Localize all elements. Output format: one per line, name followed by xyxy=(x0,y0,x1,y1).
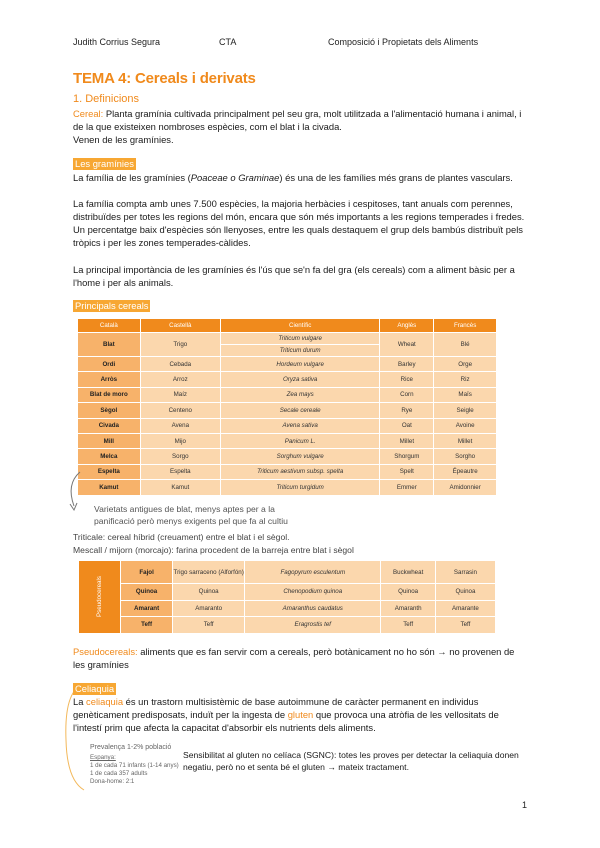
graminies-p1 xyxy=(73,171,525,184)
mescall-note: Mescall / mijorn (morcajo): farina procedent de la barreja entre blat i sègol xyxy=(73,545,354,555)
cell-angles: Corn xyxy=(380,387,434,402)
table-row xyxy=(79,600,496,617)
cell-frances: Avoine xyxy=(434,418,497,433)
cell-catala: Arròs xyxy=(78,372,141,387)
table-row xyxy=(78,372,497,387)
table-row xyxy=(78,433,497,448)
cell-cientific: Triticum vulgare xyxy=(220,333,379,345)
graminies-p1-a: La família de les gramínies ( xyxy=(73,172,191,183)
celiaquia-p-a: La xyxy=(73,696,87,707)
cell-castella: Teff xyxy=(173,617,245,634)
cell-frances: Orge xyxy=(434,357,497,372)
celiaquia-heading: Celiaquia xyxy=(75,683,115,694)
cell-castella: Maíz xyxy=(140,387,220,402)
cell-catala: Fajol xyxy=(120,561,172,584)
cell-castella: Cebada xyxy=(140,357,220,372)
table-row xyxy=(78,464,497,479)
cell-frances: Blé xyxy=(434,333,497,357)
graminies-p2: La família compta amb unes 7.500 espècies, la majoria herbàcies i cespitoses, tant anuals com perennes, distribuïdes per totes les regions del món, encara que són més importants a les regions temperades i fredes. Un percentatge baix d'espècies són llenyoses, entre les quals destaquem el grup dels bambús distribuït pels tròpics i per les zones temperades-càlides. xyxy=(73,198,525,248)
cell-castella: Trigo xyxy=(140,333,220,357)
cell-castella: Espelta xyxy=(140,464,220,479)
cell-angles: Wheat xyxy=(380,333,434,357)
principals-heading: Principals cereals xyxy=(75,300,149,311)
graminies-p1-b: ) és una de les famílies més grans de plantes vasculars. xyxy=(279,172,513,183)
cell-cientific: Hordeum vulgare xyxy=(220,357,379,372)
cell-catala: Blat xyxy=(78,333,141,357)
cell-castella: Avena xyxy=(140,418,220,433)
cell-frances: Épeautre xyxy=(434,464,497,479)
cell-angles: Buckwheat xyxy=(381,561,435,584)
cell-frances: Maïs xyxy=(434,387,497,402)
cell-cientific: Zea mays xyxy=(220,387,379,402)
table-row xyxy=(78,333,497,345)
cell-castella: Mijo xyxy=(140,433,220,448)
cell-frances: Sorgho xyxy=(434,449,497,464)
pseudocereals-text: aliments que es fan servir com a cereals, però botànicament no ho són → no provenen de les gramínies xyxy=(73,646,515,670)
side-label-text: Pseudocereals xyxy=(95,576,103,618)
cell-frances: Riz xyxy=(434,372,497,387)
cell-angles: Barley xyxy=(380,357,434,372)
cell-catala: Sègol xyxy=(78,403,141,418)
celiaquia-term: celiaquia xyxy=(86,696,124,707)
celiaquia-p-b: és un trastorn multisistèmic de base autoimmune de caràcter permanent en individus genèticament predisposats, induït per la ingesta de xyxy=(73,696,479,720)
column-header: Francès xyxy=(434,319,497,333)
prevalence-line4: 1 de cada 357 adults xyxy=(90,770,148,777)
cell-cientific: Triticum turgidum xyxy=(220,480,379,495)
varietats-note-line2: panificació però menys exigents pel que fa al cultiu xyxy=(94,516,288,526)
column-header: Científic xyxy=(220,319,379,333)
cell-castella: Centeno xyxy=(140,403,220,418)
cell-cientific: Triticum durum xyxy=(220,345,379,357)
section-definicions: 1. Definicions xyxy=(73,93,140,105)
column-header: Català xyxy=(78,319,141,333)
sgnc-note: Sensibilitat al gluten no celíaca (SGNC): totes les proves per detectar la celiaquia donen negatiu, però no et senta bé el gluten → mateix tractament. xyxy=(183,750,519,772)
cereal-text: Planta gramínia cultivada principalment pel seu gra, molt utilitzada a l'alimentació humana i animal, i de la que existeixen nombroses espècies, com el blat i la civada. xyxy=(73,108,522,132)
prevalence-line1: Prevalença 1-2% població xyxy=(90,744,172,751)
table-row xyxy=(79,584,496,601)
cell-castella: Trigo sarraceno (Alforfón) xyxy=(173,561,245,584)
cereal-term: Cereal: xyxy=(73,108,104,119)
cell-cientific: Secale cereale xyxy=(220,403,379,418)
cell-cientific: Chenopodium quinoa xyxy=(245,584,381,601)
cell-castella: Kamut xyxy=(140,480,220,495)
cell-castella: Sorgo xyxy=(140,449,220,464)
cell-castella: Arroz xyxy=(140,372,220,387)
cereal-line2: Venen de les gramínies. xyxy=(73,134,174,145)
cell-castella: Quinoa xyxy=(173,584,245,601)
cell-angles: Amaranth xyxy=(381,600,435,617)
cell-catala: Civada xyxy=(78,418,141,433)
gluten-term: gluten xyxy=(287,709,314,720)
graminies-latin: Poaceae o Graminae xyxy=(190,172,280,183)
varietats-note-line1: Varietats antigues de blat, menys aptes per a la xyxy=(94,504,275,514)
cell-angles: Shorgum xyxy=(380,449,434,464)
column-header: Castellà xyxy=(140,319,220,333)
cell-catala: Ordi xyxy=(78,357,141,372)
cell-cientific: Eragrostis tef xyxy=(245,617,381,634)
cell-catala: Amarant xyxy=(120,600,172,617)
cell-cientific: Sorghum vulgare xyxy=(220,449,379,464)
pseudocereals-table xyxy=(78,560,496,634)
celiaquia-p-c: que provoca una atròfia de les vellositats de l'intestí prim que afecta la capacitat d'absorbir els nutrients dels aliments. xyxy=(73,709,499,733)
table-row xyxy=(78,480,497,495)
cell-frances: Millet xyxy=(434,433,497,448)
triticale-note: Triticale: cereal híbrid (creuament) entre el blat i el sègol. xyxy=(73,532,290,542)
cereals-table xyxy=(77,318,497,496)
table-row xyxy=(79,561,496,584)
graminies-heading: Les gramínies xyxy=(75,158,134,169)
table-row xyxy=(79,617,496,634)
page-number: 1 xyxy=(522,800,528,810)
table-row xyxy=(78,418,497,433)
pseudocereals-side-label xyxy=(79,561,121,634)
cell-angles: Emmer xyxy=(380,480,434,495)
table-row xyxy=(78,403,497,418)
cell-angles: Quinoa xyxy=(381,584,435,601)
cell-cientific: Panicum L. xyxy=(220,433,379,448)
cell-catala: Kamut xyxy=(78,480,141,495)
pseudocereals-definition xyxy=(73,645,525,671)
cell-angles: Spelt xyxy=(380,464,434,479)
bracket-arrow-icon xyxy=(62,470,92,520)
cell-frances: Seigle xyxy=(434,403,497,418)
cell-cientific: Avena sativa xyxy=(220,418,379,433)
cell-frances: Teff xyxy=(435,617,495,634)
prevalence-line3: 1 de cada 71 infants (1-14 anys) xyxy=(90,762,179,769)
graminies-p3: La principal importància de les gramínies és l'ús que se'n fa del gra (els cereals) com a aliment bàsic per a l'home i per als animals. xyxy=(73,264,515,288)
header-topic: Composició i Propietats dels Aliments xyxy=(328,37,479,47)
cell-catala: Mill xyxy=(78,433,141,448)
header-subject: CTA xyxy=(219,37,237,47)
table-header-row xyxy=(78,319,497,333)
celiaquia-definition xyxy=(73,695,528,734)
cell-castella: Amaranto xyxy=(173,600,245,617)
pseudocereals-term: Pseudocereals: xyxy=(73,646,138,657)
cell-cientific: Oryza sativa xyxy=(220,372,379,387)
table-row xyxy=(78,387,497,402)
cell-frances: Sarrasin xyxy=(435,561,495,584)
cell-angles: Teff xyxy=(381,617,435,634)
cell-angles: Oat xyxy=(380,418,434,433)
cell-catala: Quinoa xyxy=(120,584,172,601)
cell-frances: Amidonnier xyxy=(434,480,497,495)
cell-catala: Teff xyxy=(120,617,172,634)
prevalence-line5: Dona-home: 2:1 xyxy=(90,778,135,785)
cell-angles: Rye xyxy=(380,403,434,418)
header-author: Judith Corrius Segura xyxy=(73,37,161,47)
cell-cientific: Fagopyrum esculentum xyxy=(245,561,381,584)
cereal-definition xyxy=(73,107,525,146)
column-header: Anglès xyxy=(380,319,434,333)
cell-catala: Espelta xyxy=(78,464,141,479)
cell-cientific: Triticum aestivum subsp. spelta xyxy=(220,464,379,479)
cell-frances: Amarante xyxy=(435,600,495,617)
table-row xyxy=(78,357,497,372)
cell-frances: Quinoa xyxy=(435,584,495,601)
cell-catala: Blat de moro xyxy=(78,387,141,402)
cell-angles: Rice xyxy=(380,372,434,387)
prevalence-line2: Espanya: xyxy=(90,754,116,761)
cell-angles: Millet xyxy=(380,433,434,448)
cell-cientific: Amaranthus caudatus xyxy=(245,600,381,617)
table-row xyxy=(78,449,497,464)
cell-catala: Melca xyxy=(78,449,141,464)
page-title: TEMA 4: Cereals i derivats xyxy=(73,70,256,87)
